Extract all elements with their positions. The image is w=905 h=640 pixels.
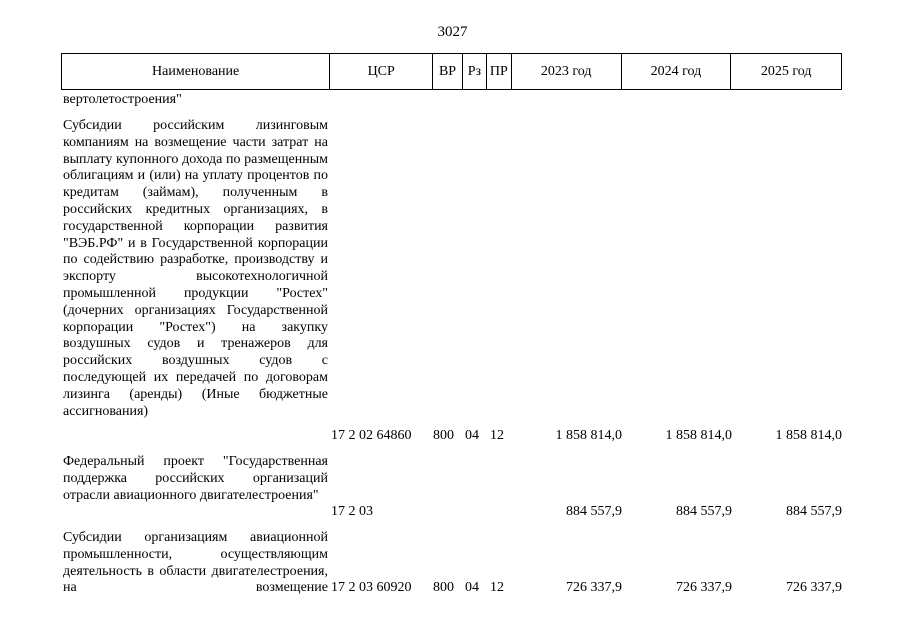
row-vr: 800	[433, 580, 454, 595]
table-header	[61, 53, 842, 90]
row-name: Субсидии организациям авиационной промышленности, осуществляющим деятельность в области двигателестроения, на возмещение	[63, 530, 328, 596]
page-number: 3027	[437, 24, 468, 40]
header-pr: ПР	[487, 54, 512, 89]
row-name: Федеральный проект "Государственная поддержка российских организаций отрасли авиационного двигателестроения"	[63, 454, 328, 503]
header-csr: ЦСР	[330, 54, 433, 89]
row-value-2024: 1 858 814,0	[665, 428, 732, 443]
row-name: Субсидии российским лизинговым компаниям на возмещение части затрат на выплату купонного дохода по размещенным облигациям и (или) на уплату процентов по кредитам (займам), полученным в российских кредитных организациях, в государственной корпорации развития "ВЭБ.РФ" и в Государственной корпорации по содействию разработке, производству и экспорту высокотехнологичной промышленной продукции "Ростех" (дочерних организациях Государственной корпорации "Ростех") на закупку воздушных судов и тренажеров для российских воздушных судов с последующей их передачей по договорам лизинга (аренды) (Иные бюджетные ассигнования)	[63, 118, 328, 419]
row-pr: 12	[490, 580, 504, 595]
header-2024: 2024 год	[622, 54, 732, 89]
row-value-2025: 884 557,9	[786, 504, 842, 519]
header-name: Наименование	[62, 54, 330, 89]
header-2023: 2023 год	[512, 54, 622, 89]
row-value-2023: 884 557,9	[566, 504, 622, 519]
header-2025: 2025 год	[760, 63, 812, 79]
continuation-text: вертолетостроения"	[63, 92, 182, 107]
row-vr: 800	[433, 428, 454, 443]
row-value-2023: 1 858 814,0	[555, 428, 622, 443]
header-vr: ВР	[433, 54, 463, 89]
row-value-2023: 726 337,9	[566, 580, 622, 595]
row-csr: 17 2 03	[331, 504, 373, 519]
row-csr: 17 2 03 60920	[331, 580, 412, 595]
row-rz: 04	[465, 428, 479, 443]
row-value-2024: 884 557,9	[676, 504, 732, 519]
row-pr: 12	[490, 428, 504, 443]
row-rz: 04	[465, 580, 479, 595]
row-value-2025: 726 337,9	[786, 580, 842, 595]
row-value-2024: 726 337,9	[676, 580, 732, 595]
row-csr: 17 2 02 64860	[331, 428, 412, 443]
row-value-2025: 1 858 814,0	[775, 428, 842, 443]
header-rz: Рз	[463, 54, 487, 89]
